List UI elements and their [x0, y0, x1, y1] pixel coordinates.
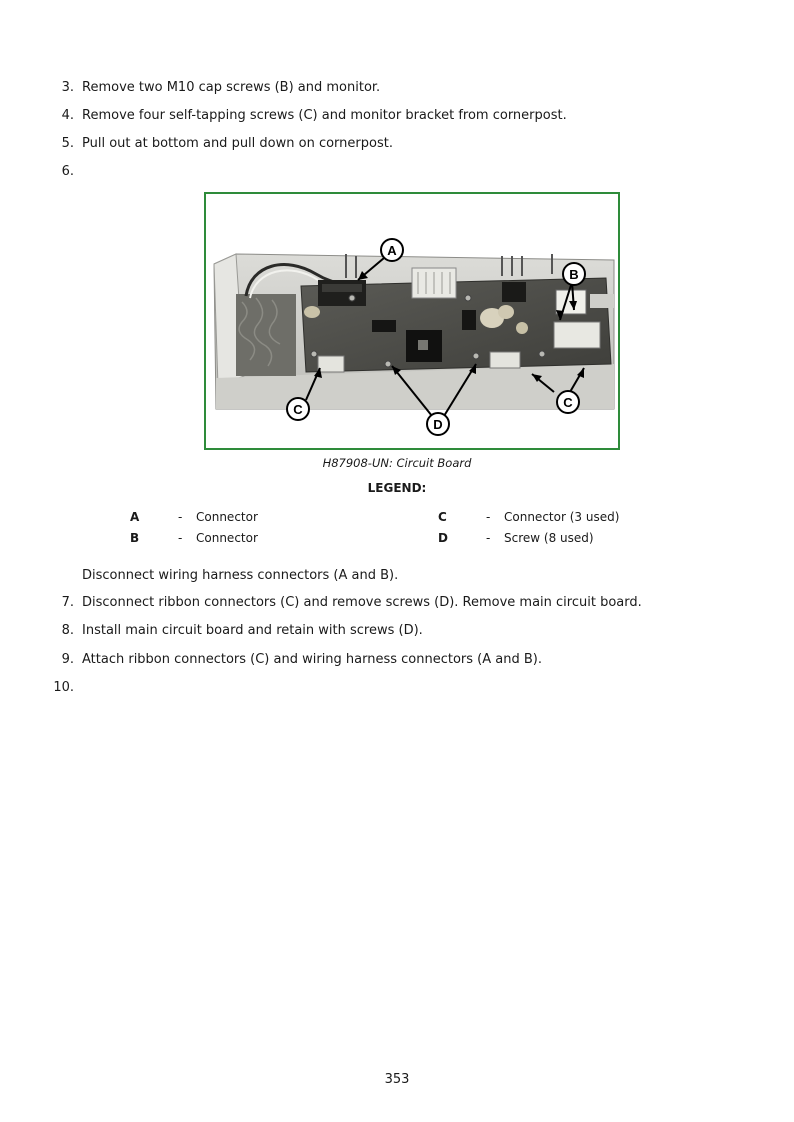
step-text: Disconnect ribbon connectors (C) and remove screws (D). Remove main circuit board.	[82, 595, 642, 610]
legend-title: LEGEND:	[367, 481, 427, 495]
step-5	[0, 134, 794, 154]
step-number: 4.	[61, 108, 74, 123]
circuit-board-photo	[206, 194, 618, 448]
step-6	[0, 162, 794, 182]
step-text: Pull out at bottom and pull down on cornerpost.	[82, 136, 393, 151]
step-9	[0, 650, 794, 670]
callout-label-b: B	[569, 267, 579, 282]
callout-label-c-left: C	[293, 402, 303, 417]
callout-label-c-right: C	[563, 395, 573, 410]
step-text: Install main circuit board and retain with screws (D).	[82, 623, 423, 638]
step-text: Remove four self-tapping screws (C) and monitor bracket from cornerpost.	[82, 108, 567, 123]
step-text: Attach ribbon connectors (C) and wiring harness connectors (A and B).	[82, 652, 542, 667]
callout-label-d: D	[433, 417, 443, 432]
step-4	[0, 106, 794, 126]
legend-description: Connector (3 used)	[504, 510, 620, 524]
page-number: 353	[384, 1072, 410, 1087]
legend-dash: -	[486, 531, 491, 545]
step-10	[0, 678, 794, 698]
legend-dash: -	[178, 531, 183, 545]
legend-key: D	[438, 531, 448, 545]
step-number: 3.	[61, 80, 74, 95]
callout-label-a: A	[387, 243, 397, 258]
instruction-paragraph: Disconnect wiring harness connectors (A and B).	[82, 568, 399, 583]
figure-caption: H87908-UN: Circuit Board	[322, 456, 472, 470]
step-number: 10.	[53, 680, 74, 695]
step-7	[0, 593, 794, 613]
step-number: 9.	[61, 652, 74, 667]
legend-description: Screw (8 used)	[504, 531, 594, 545]
legend-dash: -	[178, 510, 183, 524]
step-number: 7.	[61, 595, 74, 610]
step-number: 5.	[61, 136, 74, 151]
legend-description: Connector	[196, 510, 258, 524]
step-number: 6.	[61, 164, 74, 179]
legend-description: Connector	[196, 531, 258, 545]
legend-key: C	[438, 510, 447, 524]
step-number: 8.	[61, 623, 74, 638]
step-8	[0, 621, 794, 641]
step-3	[0, 78, 794, 98]
legend-key: B	[130, 531, 140, 545]
circuit-board-figure	[204, 192, 620, 450]
legend-dash: -	[486, 510, 491, 524]
legend-key: A	[130, 510, 140, 524]
step-text: Remove two M10 cap screws (B) and monitor.	[82, 80, 381, 95]
